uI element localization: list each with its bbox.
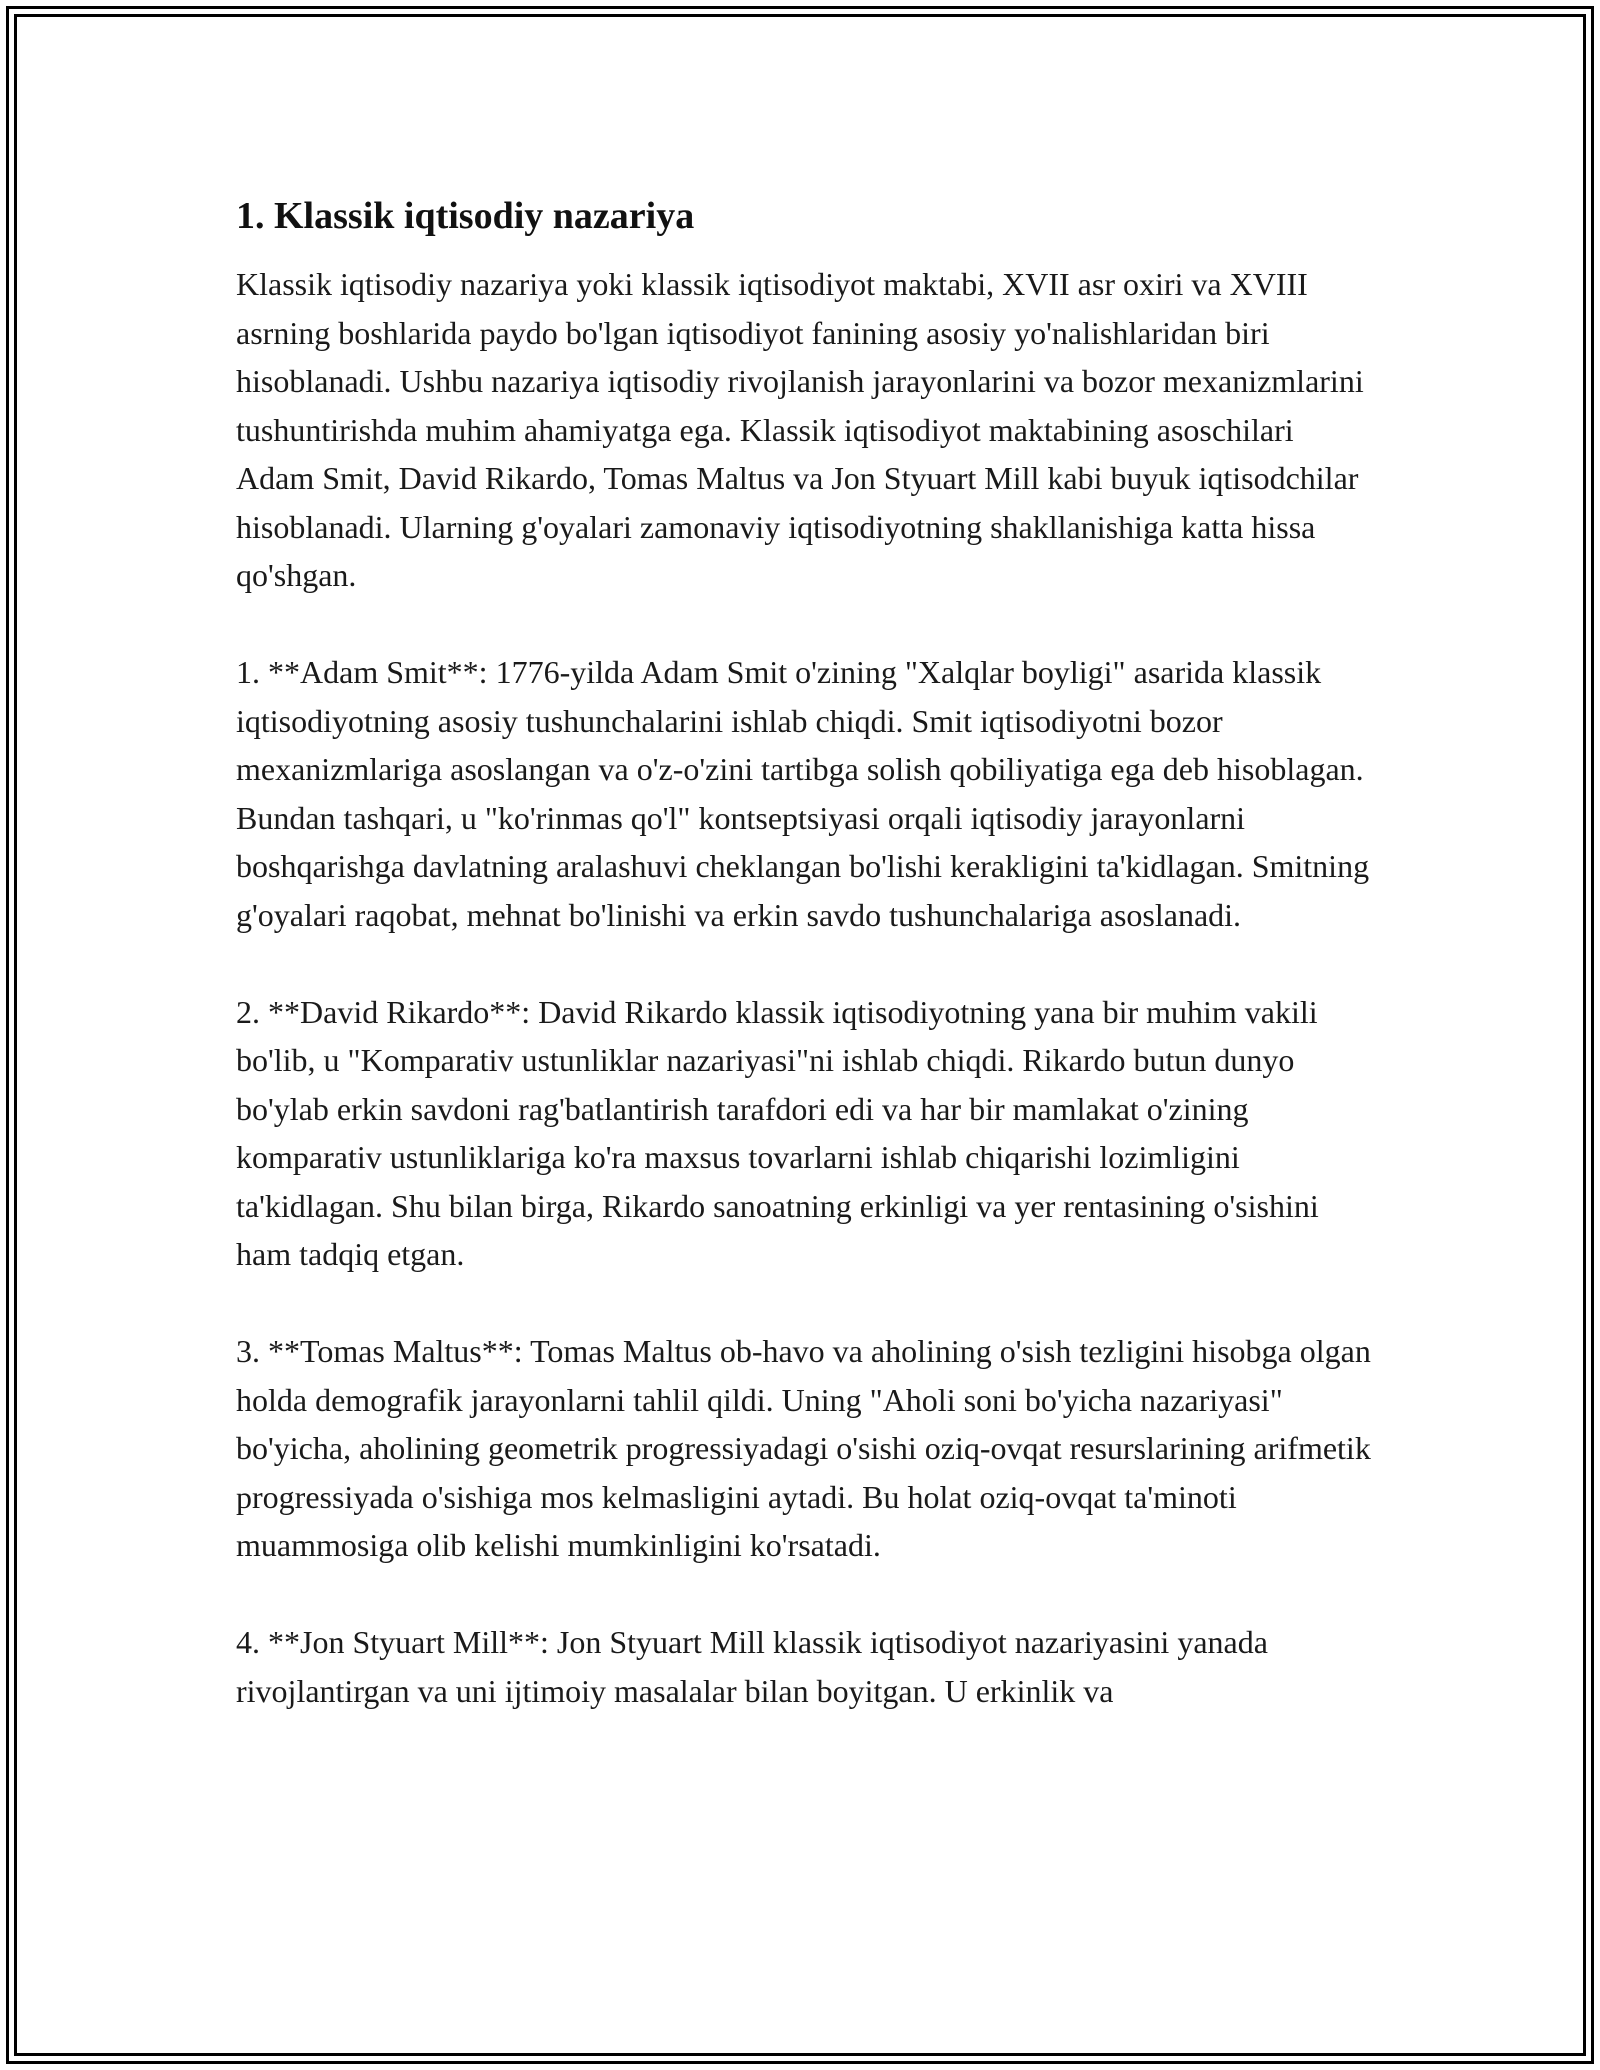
paragraph-tomas-maltus: 3. **Tomas Maltus**: Tomas Maltus ob-havo va aholining o'sish tezligini hisobga olgan holda demografik jarayonlarni tahlil qildi. Uning "Aholi soni bo'yicha nazariyasi" bo'yicha, aholining geometrik progressiyadagi o'sishi oziq-ovqat resurslarining arifmetik progressiyada o'sishiga mos kelmasligini aytadi. Bu holat oziq-ovqat ta'minoti muammosiga olib kelishi mumkinligini ko'rsatadi. <box>236 1333 1371 1563</box>
paragraph-jon-styuart-mill: 4. **Jon Styuart Mill**: Jon Styuart Mill klassik iqtisodiyot nazariyasini yanada rivojlantirgan va uni ijtimoiy masalalar bilan boyitgan. U erkinlik va <box>236 1624 1268 1709</box>
document-body <box>236 192 1376 1715</box>
paragraph-david-rikardo: 2. **David Rikardo**: David Rikardo klassik iqtisodiyotning yana bir muhim vakili bo'lib, u "Komparativ ustunliklar nazariyasi"ni ishlab chiqdi. Rikardo butun dunyo bo'ylab erkin savdoni rag'batlantirish tarafdori edi va har bir mamlakat o'zining komparativ ustunliklariga ko'ra maxsus tovarlarni ishlab chiqarishi lozimligini ta'kidlagan. Shu bilan birga, Rikardo sanoatning erkinligi va yer rentasining o'sishini ham tadqiq etgan. <box>236 993 1319 1272</box>
intro-paragraph: Klassik iqtisodiy nazariya yoki klassik iqtisodiyot maktabi, XVII asr oxiri va XVIII asrning boshlarida paydo bo'lgan iqtisodiyot fanining asosiy yo'nalishlaridan biri hisoblanadi. Ushbu nazariya iqtisodiy rivojlanish jarayonlarini va bozor mexanizmlarini tushuntirishda muhim ahamiyatga ega. Klassik iqtisodiyot maktabining asoschilari Adam Smit, David Rikardo, Tomas Maltus va Jon Styuart Mill kabi buyuk iqtisodchilar hisoblanadi. Ularning g'oyalari zamonaviy iqtisodiyotning shakllanishiga katta hissa qo'shgan. <box>236 266 1364 593</box>
paragraph-adam-smit: 1. **Adam Smit**: 1776-yilda Adam Smit o'zining "Xalqlar boyligi" asarida klassik iqtisodiyotning asosiy tushunchalarini ishlab chiqdi. Smit iqtisodiyotni bozor mexanizmlariga asoslangan va o'z-o'zini tartibga solish qobiliyatiga ega deb hisoblagan. Bundan tashqari, u "ko'rinmas qo'l" kontseptsiyasi orqali iqtisodiy jarayonlarni boshqarishga davlatning aralashuvi cheklangan bo'lishi kerakligini ta'kidlagan. Smitning g'oyalari raqobat, mehnat bo'linishi va erkin savdo tushunchalariga asoslanadi. <box>236 654 1370 933</box>
section-heading: 1. Klassik iqtisodiy nazariya <box>236 195 695 237</box>
